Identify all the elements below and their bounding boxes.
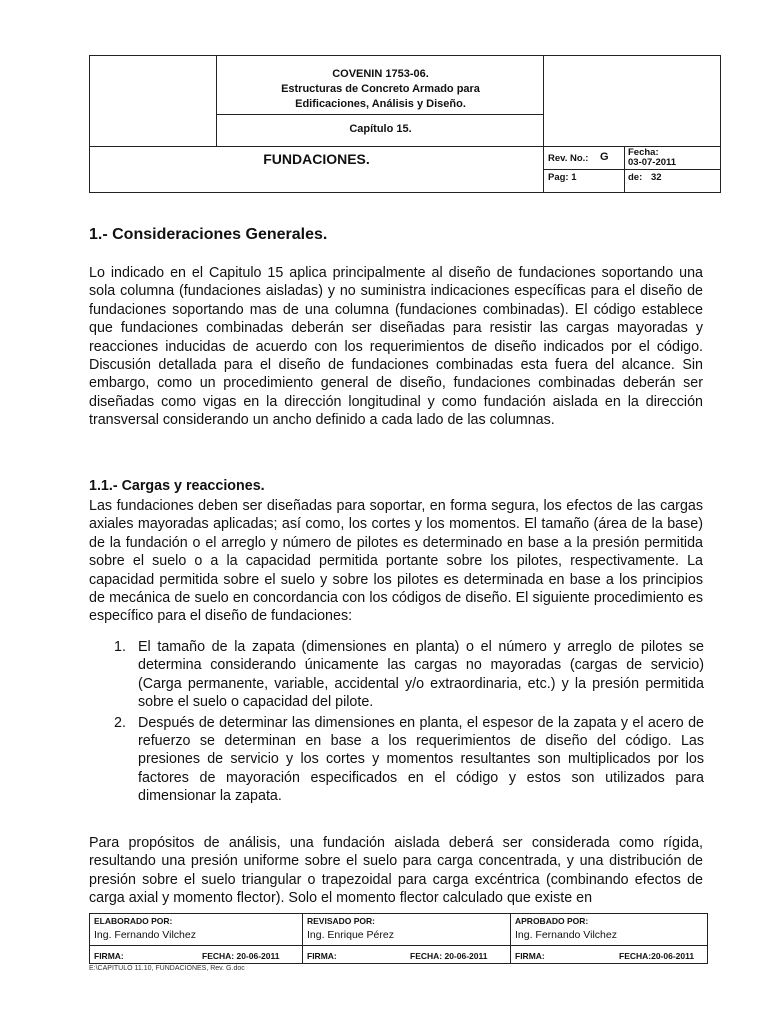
elaborado-name: Ing. Fernando Vilchez [94, 929, 196, 941]
subsection-paragraph [89, 497, 703, 626]
standard-title-line1: Estructuras de Concreto Armado para [281, 83, 480, 95]
paragraph-text: Lo indicado en el Capitulo 15 aplica principalmente al diseño de fundaciones soportando una sola columna (fundaciones aisladas) y no suministra indicaciones específicas para el diseño de fundaciones soportando mas de una columna (fundaciones combinadas). El código establece que fundaciones combinadas deberán ser diseñadas para resistir las cargas mayoradas y reacciones inducidas de acuerdo con los requerimientos de diseño indicados por el código. Discusión detallada para el diseño de fundaciones combinadas esta fuera del alcance. Sin embargo, como un procedimiento general de diseño, fundaciones combinadas deberán ser diseñadas como vigas en la dirección longitudinal y como fundación aislada en la dirección transversal considerando un ancho definido a cada lado de las columnas. [89, 265, 703, 429]
section-title: FUNDACIONES. [263, 151, 370, 167]
paragraph-text: Las fundaciones deben ser diseñadas para soportar, en forma segura, los efectos de las cargas axiales mayoradas aplicadas; así como, los cortes y los momentos. El tamaño (área de la base) de la fundación o el arreglo y número de pilotes es determinado en base a la presión permitida sobre el suelo o a la capacidad permitida portante sobre los pilotes, respectivamente. La capacidad permitida sobre el suelo y sobre los pilotes es determinada en base a los principios de mecánica de suelo en concordancia con los códigos de diseño. El siguiente procedimiento es específico para el diseño de fundaciones: [89, 498, 703, 625]
header-divider [543, 169, 721, 170]
list-number: 1. [114, 639, 126, 655]
revision-label: Rev. No.: [548, 153, 589, 164]
revisado-label: REVISADO POR: [307, 916, 376, 926]
revisado-name: Ing. Enrique Pérez [307, 929, 394, 941]
list-text: Después de determinar las dimensiones en planta, el espesor de la zapata y el acero de refuerzo se determinan en base a los requerimientos de diseño del código. Las presiones de servicio y los cortes y momentos resultantes son multiplicados por los factores de mayoración especificados en el código y estos son utilizados para dimensionar la zapata. [138, 714, 704, 805]
aprobado-label: APROBADO POR: [515, 916, 589, 926]
list-number: 2. [114, 714, 126, 731]
fecha-label: FECHA: 20-06-2011 [202, 951, 280, 961]
standard-code: COVENIN 1753-06. [332, 68, 429, 80]
section-heading: 1.- Consideraciones Generales. [89, 226, 328, 243]
firma-label: FIRMA: [94, 951, 124, 961]
elaborado-label: ELABORADO POR: [94, 916, 173, 926]
footer-divider [89, 945, 708, 946]
list-item [114, 638, 704, 712]
page-total-label: de: [628, 172, 643, 183]
file-path: E:\CAPITULO 11.10, FUNDACIONES, Rev. G.doc [89, 965, 245, 972]
page-label: Pag: 1 [548, 172, 577, 183]
footer-divider [302, 913, 303, 964]
firma-label: FIRMA: [515, 951, 545, 961]
firma-label: FIRMA: [307, 951, 337, 961]
procedure-list [114, 638, 704, 808]
footer-divider [510, 913, 511, 964]
page-total-value: 32 [651, 172, 662, 183]
subsection-heading: 1.1.- Cargas y reacciones. [89, 478, 265, 494]
date-value: 03-07-2011 [628, 157, 677, 168]
list-item [114, 714, 704, 806]
closing-paragraph [89, 834, 703, 908]
date-label: Fecha: [628, 147, 659, 158]
list-text: El tamaño de la zapata (dimensiones en planta) o el número y arreglo de pilotes se determina considerando únicamente las cargas no mayoradas (cargas de servicio) (Carga permanente, variable, accidental y/o extraordinaria, etc.) y la presión permitida sobre el suelo o capacidad del pilote. [138, 639, 704, 711]
aprobado-name: Ing. Fernando Vilchez [515, 929, 617, 941]
header-divider [89, 146, 721, 147]
chapter-label: Capítulo 15. [349, 123, 412, 135]
fecha-label: FECHA:20-06-2011 [619, 951, 695, 961]
standard-title [217, 67, 544, 112]
paragraph-text: Para propósitos de análisis, una fundación aislada deberá ser considerada como rígida, resultando una presión uniforme sobre el suelo para carga concentrada, y una distribución de presión sobre el suelo triangular o trapezoidal para carga excéntrica (combinando efectos de carga axial y momento flector). Solo el momento flector calculado que existe en [89, 835, 703, 907]
standard-title-line2: Edificaciones, Análisis y Diseño. [295, 98, 466, 110]
header-divider [216, 114, 544, 115]
revision-value: G [600, 151, 609, 163]
section-paragraph [89, 264, 703, 430]
fecha-label: FECHA: 20-06-2011 [410, 951, 488, 961]
